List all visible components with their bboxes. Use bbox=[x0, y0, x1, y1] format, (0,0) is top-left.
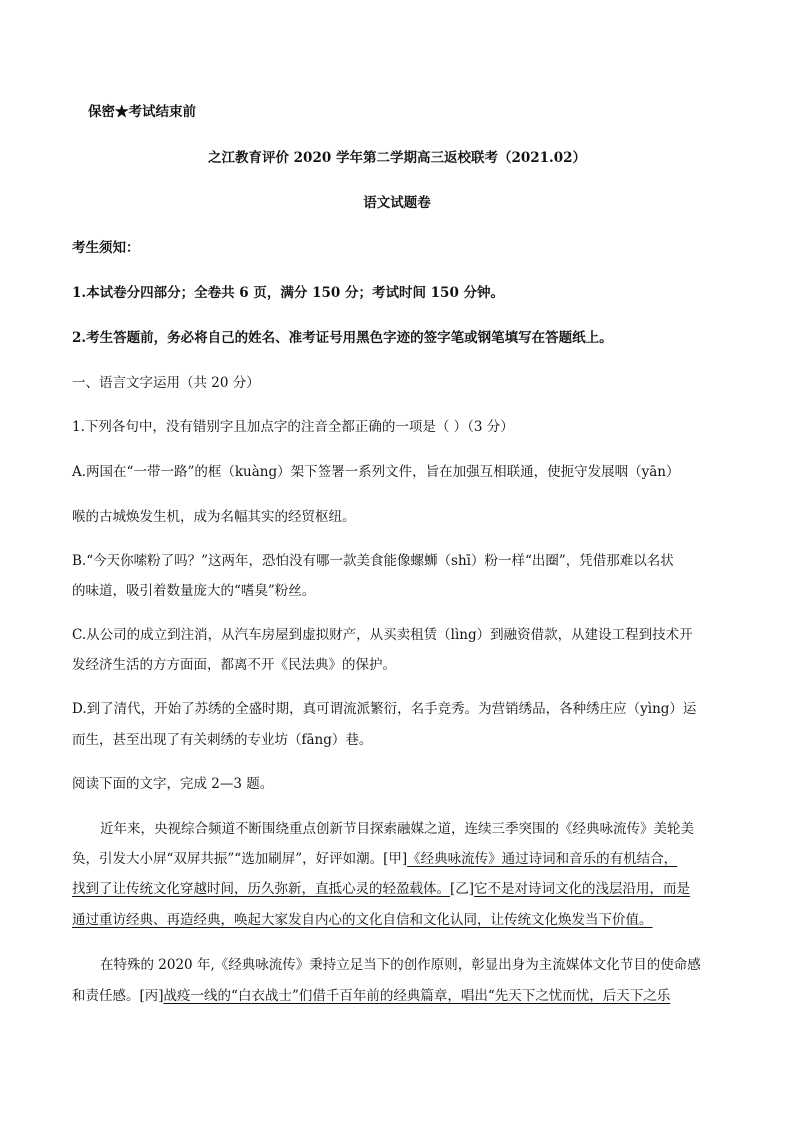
option-a-line-2: 喉的古城焕发生机，成为名幅其实的经贸枢纽。 bbox=[72, 509, 356, 525]
underlined-sentence-bing: 战疫一线的“白衣战士”们借千百年前的经典篇章，唱出“先天下之忧而忧，后天下之乐 bbox=[163, 988, 671, 1004]
option-b-line-2: 的味道，吸引着数量庞大的“嗜臭”粉丝。 bbox=[72, 583, 316, 599]
passage-text: 奂，引发大小屏“双屏共振”“选加刷屏”，好评如潮。 bbox=[72, 851, 384, 867]
paper-subtitle: 语文试题卷 bbox=[363, 195, 431, 211]
underlined-sentence-yi: 它不是对诗词文化的浅层沿用，而是 bbox=[474, 881, 691, 897]
passage-p1-line-4 bbox=[72, 911, 653, 929]
passage-p1-line-2 bbox=[72, 850, 677, 868]
exam-title: 之江教育评价 2020 学年第二学期高三返校联考（2021.02） bbox=[207, 150, 587, 166]
confidential-label: 保密★考试结束前 bbox=[88, 104, 196, 120]
passage-p1-line-1: 近年来，央视综合频道不断围绕重点创新节目探索融媒之道，连续三季突围的《经典咏流传》美轮美 bbox=[100, 821, 694, 837]
marker-jia: [甲] bbox=[383, 851, 408, 867]
underlined-sentence-yi-cont: 通过重访经典、再造经典，唤起大家发自内心的文化自信和文化认同，让传统文化焕发当下价值。 bbox=[72, 912, 653, 928]
underlined-sentence-jia: 《经典咏流传》通过诗词和音乐的有机结合， bbox=[407, 851, 678, 867]
passage-text: 和责任感。 bbox=[72, 988, 140, 1004]
notice-heading: 考生须知： bbox=[72, 240, 140, 256]
option-d-line-2: 而生，甚至出现了有关刺绣的专业坊（fāng）巷。 bbox=[72, 732, 373, 748]
option-a-line-1: A.两国在“一带一路”的框（kuàng）架下签署一系列文件，旨在加强互相联通，使扼守发展咽（yān） bbox=[72, 464, 680, 480]
option-c-line-2: 发经济生活的方方面面，都离不开《民法典》的保护。 bbox=[72, 657, 396, 673]
marker-yi: [乙] bbox=[450, 881, 475, 897]
notice-item-1: 1.本试卷分四部分；全卷共 6 页，满分 150 分；考试时间 150 分钟。 bbox=[72, 285, 505, 301]
passage-p1-line-3 bbox=[72, 880, 690, 898]
question-1: 1.下列各句中，没有错别字且加点字的注音全都正确的一项是（ ）（3 分） bbox=[72, 419, 514, 435]
option-b-line-1: B.“今天你嗦粉了吗？”这两年，恐怕没有哪一款美食能像螺蛳（shī）粉一样“出圈”，凭借那难以名状 bbox=[72, 553, 674, 569]
passage-p2-line-1: 在特殊的 2020 年,《经典咏流传》秉持立足当下的创作原则，彰显出身为主流媒体文化节目的使命感 bbox=[100, 957, 701, 973]
underlined-sentence-jia-cont: 找到了让传统文化穿越时间，历久弥新，直抵心灵的轻盈载体。 bbox=[72, 881, 450, 897]
section-heading: 一、语言文字运用（共 20 分） bbox=[72, 375, 260, 391]
option-c-line-1: C.从公司的成立到注消，从汽车房屋到虚拟财产，从买卖租赁（lìng）到融资借款，从建设工程到技术开 bbox=[72, 627, 693, 643]
passage-p2-line-2 bbox=[72, 987, 670, 1005]
reading-intro: 阅读下面的文字，完成 2—3 题。 bbox=[72, 776, 274, 792]
option-d-line-1: D.到了清代，开始了苏绣的全盛时期，真可谓流派繁衍，名手竞秀。为营销绣品，各种绣庄应（yìng）运 bbox=[72, 701, 697, 717]
notice-item-2: 2.考生答题前，务必将自己的姓名、准考证号用黑色字迹的签字笔或钢笔填写在答题纸上。 bbox=[72, 330, 613, 346]
marker-bing: [丙] bbox=[139, 988, 164, 1004]
